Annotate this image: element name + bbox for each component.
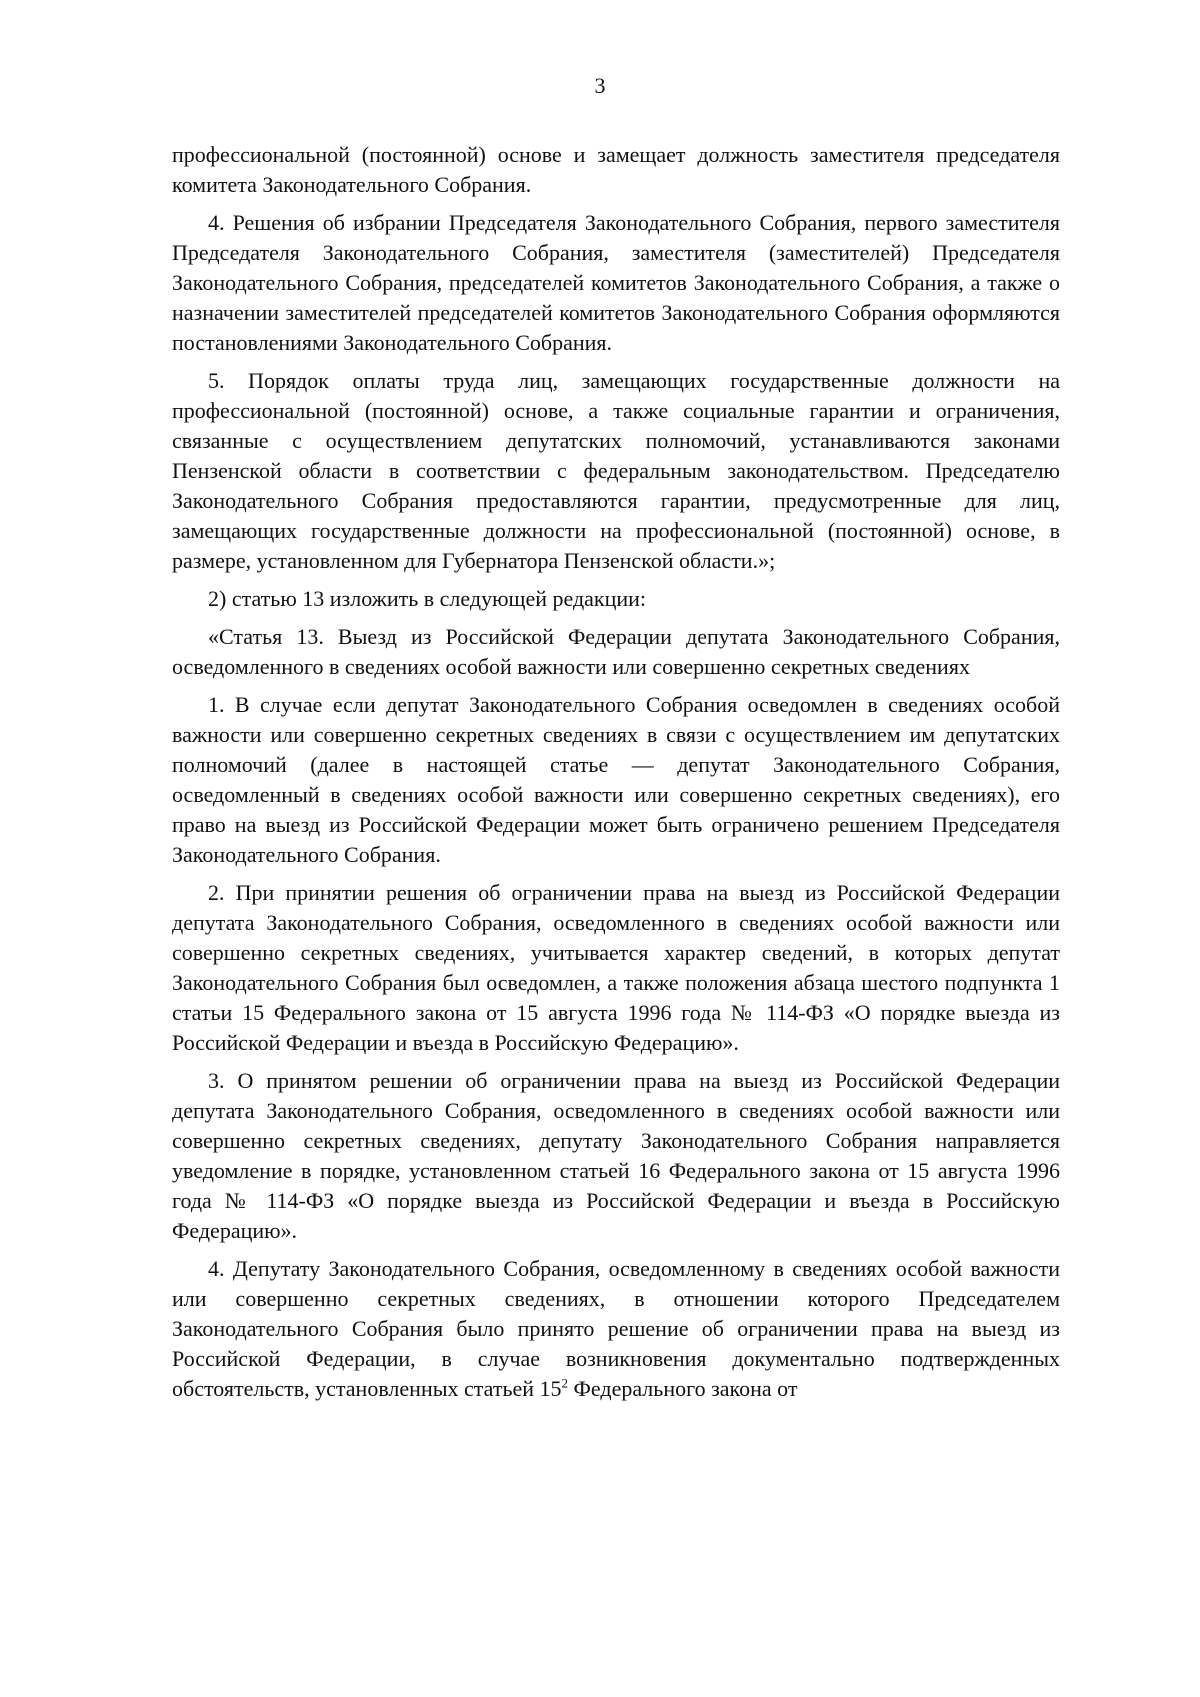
article-13-item-4 bbox=[172, 1254, 1060, 1404]
item-4-text: 4. Депутату Законодательного Собрания, осведомленному в сведениях особой важности или совершенно секретных сведениях, в отношении которого Председателем Законодательного Собрания было принято решение об ограничении права на выезд из Российской Федерации, в случае возникновения документально подтвержденных обстоятельств, установленных статьей 15 bbox=[172, 1256, 1060, 1401]
document-body bbox=[172, 140, 1060, 1412]
paragraph-amendment-2: 2) статью 13 изложить в следующей редакции: bbox=[208, 586, 647, 611]
superscript-article-number: 2 bbox=[561, 1375, 569, 1391]
article-13-item-2: 2. При принятии решения об ограничении права на выезд из Российской Федерации депутата Законодательного Собрания, осведомленного в сведениях особой важности или совершенно секретных сведениях, учитывается характер сведений, в которых депутат Законодательного Собрания был осведомлен, а также положения абзаца шестого подпункта 1 статьи 15 Федерального закона от 15 августа 1996 года № 114-ФЗ «О порядке выезда из Российской Федерации и въезда в Российскую Федерацию». bbox=[172, 880, 1060, 1055]
page-number: 3 bbox=[594, 73, 606, 98]
article-13-item-1: 1. В случае если депутат Законодательного Собрания осведомлен в сведениях особой важности или совершенно секретных сведениях в связи с осуществлением им депутатских полномочий (далее в настоящей статье — депутат Законодательного Собрания, осведомленный в сведениях особой важности или совершенно секретных сведениях), его право на выезд из Российской Федерации может быть ограничено решением Председателя Законодательного Собрания. bbox=[172, 692, 1060, 867]
article-13-item-3: 3. О принятом решении об ограничении права на выезд из Российской Федерации депутата Законодательного Собрания, осведомленного в сведениях особой важности или совершенно секретных сведениях, депутату Законодательного Собрания направляется уведомление в порядке, установленном статьей 16 Федерального закона от 15 августа 1996 года № 114-ФЗ «О порядке выезда из Российской Федерации и въезда в Российскую Федерацию». bbox=[172, 1068, 1060, 1243]
paragraph-item-4-decisions: 4. Решения об избрании Председателя Законодательного Собрания, первого заместителя Председателя Законодательного Собрания, заместителя (заместителей) Председателя Законодательного Собрания, председателей комитетов Законодательного Собрания, а также о назначении заместителей председателей комитетов Законодательного Собрания оформляются постановлениями Законодательного Собрания. bbox=[172, 210, 1060, 355]
article-13-heading: «Статья 13. Выезд из Российской Федерации депутата Законодательного Собрания, осведомленного в сведениях особой важности или совершенно секретных сведениях bbox=[172, 624, 1060, 679]
paragraph-continuation: профессиональной (постоянной) основе и замещает должность заместителя председателя комитета Законодательного Собрания. bbox=[172, 142, 1060, 197]
item-4-text-end: Федерального закона от bbox=[568, 1376, 798, 1401]
paragraph-item-5-remuneration: 5. Порядок оплаты труда лиц, замещающих государственные должности на профессиональной (постоянной) основе, а также социальные гарантии и ограничения, связанные с осуществлением депутатских полномочий, устанавливаются законами Пензенской области в соответствии с федеральным законодательством. Председателю Законодательного Собрания предоставляются гарантии, предусмотренные для лиц, замещающих государственные должности на профессиональной (постоянной) основе, в размере, установленном для Губернатора Пензенской области.»; bbox=[172, 368, 1060, 573]
